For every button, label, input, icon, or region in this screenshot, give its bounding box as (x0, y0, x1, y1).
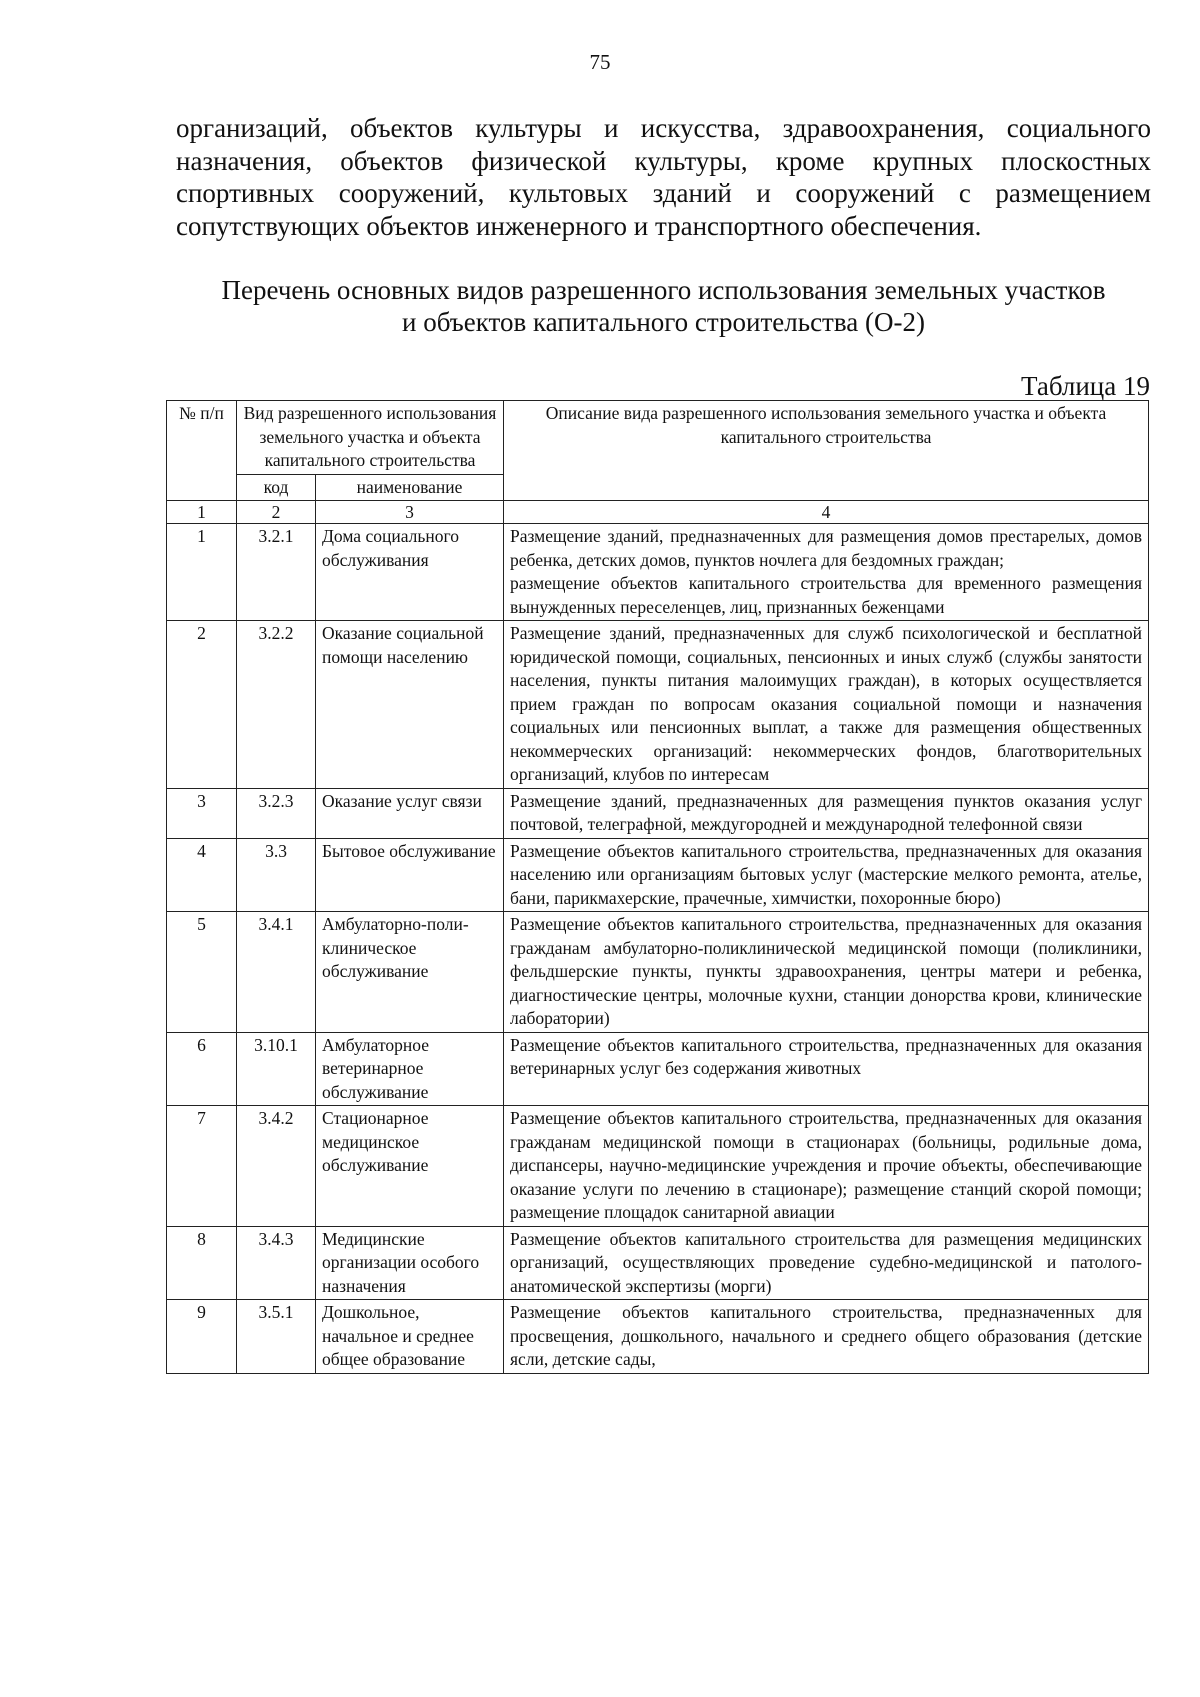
row-name: Амбулаторно-поли-клиническое обслуживание (316, 912, 504, 1033)
row-description (504, 1300, 1149, 1374)
row-name: Дома социального обслуживания (316, 524, 504, 621)
row-description (504, 621, 1149, 789)
table-row (167, 1300, 1149, 1374)
row-description (504, 838, 1149, 912)
row-description-text: Размещение объектов капитального строительства, предназначенных для оказания гражданам амбулаторно-поликлинической медицинской помощи (поликлиники, фельдшерские пункты, пункты здравоохранения, центры матери и ребенка, диагностические центры, молочные кухни, станции донорства крови, клинические лаборатории) (510, 914, 1142, 1028)
row-number: 2 (167, 621, 237, 789)
row-number: 9 (167, 1300, 237, 1374)
row-number: 7 (167, 1106, 237, 1227)
column-number: 2 (237, 501, 316, 524)
row-code: 3.2.1 (237, 524, 316, 621)
row-name: Амбулаторное ветеринарное обслуживание (316, 1032, 504, 1106)
table-heading (176, 274, 1151, 338)
row-name: Оказание социальной помощи населению (316, 621, 504, 789)
row-code: 3.2.3 (237, 788, 316, 838)
header-name: наименование (316, 474, 504, 501)
row-name: Оказание услуг связи (316, 788, 504, 838)
row-description (504, 788, 1149, 838)
page-number: 75 (589, 50, 611, 74)
row-description (504, 524, 1149, 621)
row-description-text: Размещение зданий, предназначенных для служб психологической и бесплатной юридической помощи, социальных, пенсионных и иных служб (службы занятости населения, пункты питания малоимущих граждан), в которых осуществляется прием граждан по вопросам оказания социальной помощи и назначения социальных или пенсионных выплат, а также для размещения общественных некоммерческих организаций: некоммерческих фондов, благотворительных организаций, клубов по интересам (510, 623, 1142, 784)
row-code: 3.4.2 (237, 1106, 316, 1227)
row-description-text: Размещение объектов капитального строительства для размещения медицинских организаций, осуществляющих проведение судебно-медицинской и патолого-анатомической экспертизы (морги) (510, 1228, 1142, 1296)
table-row (167, 788, 1149, 838)
row-description-text: Размещение объектов капитального строительства, предназначенных для оказания населению или организациям бытовых услуг (мастерские мелкого ремонта, ателье, бани, парикмахерские, прачечные, химчистки, похоронные бюро) (510, 840, 1142, 908)
row-name: Медицинские организации особого назначения (316, 1226, 504, 1300)
row-number: 5 (167, 912, 237, 1033)
column-number: 3 (316, 501, 504, 524)
row-number: 4 (167, 838, 237, 912)
row-code: 3.5.1 (237, 1300, 316, 1374)
heading-line-1: Перечень основных видов разрешенного использования земельных участков (221, 275, 1106, 305)
intro-paragraph: организаций, объектов культуры и искусства, здравоохранения, социального назначения, объектов физической культуры, кроме крупных плоскостных спортивных сооружений, культовых зданий и сооружений с размещением сопутствующих объектов инженерного и транспортного обеспечения. (176, 113, 1151, 241)
row-description (504, 912, 1149, 1033)
row-description-text: Размещение объектов капитального строительства, предназначенных для просвещения, дошкольного, начального и среднего общего образования (детские ясли, детские сады, (510, 1302, 1142, 1369)
row-code: 3.10.1 (237, 1032, 316, 1106)
row-description (504, 1226, 1149, 1300)
row-code: 3.4.1 (237, 912, 316, 1033)
row-description-text: Размещение объектов капитального строительства, предназначенных для оказания ветеринарных услуг без содержания животных (510, 1034, 1142, 1078)
table-label: Таблица 19 (1021, 371, 1150, 401)
row-code: 3.2.2 (237, 621, 316, 789)
header-description: Описание вида разрешенного использования земельного участка и объекта капитального строительства (504, 401, 1149, 501)
row-description-text: Размещение зданий, предназначенных для размещения пунктов оказания услуг почтовой, телеграфной, междугородней и международной телефонной связи (510, 790, 1142, 834)
row-name: Стационарное медицинское обслуживание (316, 1106, 504, 1227)
row-description (504, 1106, 1149, 1227)
table-row (167, 524, 1149, 621)
row-description-text: Размещение объектов капитального строительства, предназначенных для оказания гражданам медицинской помощи в стационарах (больницы, родильные дома, диспансеры, научно-медицинские учреждения и прочие объекты, обеспечивающие оказание услуги по лечению в стационаре); размещение станций скорой помощи; размещение площадок санитарной авиации (510, 1108, 1142, 1222)
row-description (504, 1032, 1149, 1106)
row-number: 3 (167, 788, 237, 838)
header-use-type: Вид разрешенного использования земельного участка и объекта капитального строительства (237, 401, 504, 475)
column-number-row (167, 501, 1149, 524)
table-row (167, 1106, 1149, 1227)
row-name: Бытовое обслуживание (316, 838, 504, 912)
land-use-table (166, 400, 1149, 1374)
header-number: № п/п (167, 401, 237, 501)
header-code: код (237, 474, 316, 501)
table-row (167, 1226, 1149, 1300)
table-row (167, 621, 1149, 789)
row-code: 3.3 (237, 838, 316, 912)
row-number: 6 (167, 1032, 237, 1106)
row-number: 1 (167, 524, 237, 621)
table-header (167, 401, 1149, 524)
table-row (167, 838, 1149, 912)
table-body (167, 524, 1149, 1374)
column-number: 1 (167, 501, 237, 524)
row-code: 3.4.3 (237, 1226, 316, 1300)
column-number: 4 (504, 501, 1149, 524)
row-description-text: Размещение зданий, предназначенных для размещения домов престарелых, домов ребенка, детских домов, пунктов ночлега для бездомных граждан; (510, 526, 1142, 570)
row-name: Дошкольное, начальное и среднее общее образование (316, 1300, 504, 1374)
row-description-text-extra: размещение объектов капитального строительства для временного размещения вынужденных переселенцев, лиц, признанных беженцами (510, 573, 1142, 617)
row-number: 8 (167, 1226, 237, 1300)
table-row (167, 1032, 1149, 1106)
heading-line-2: и объектов капитального строительства (О-2) (402, 307, 925, 337)
table-row (167, 912, 1149, 1033)
